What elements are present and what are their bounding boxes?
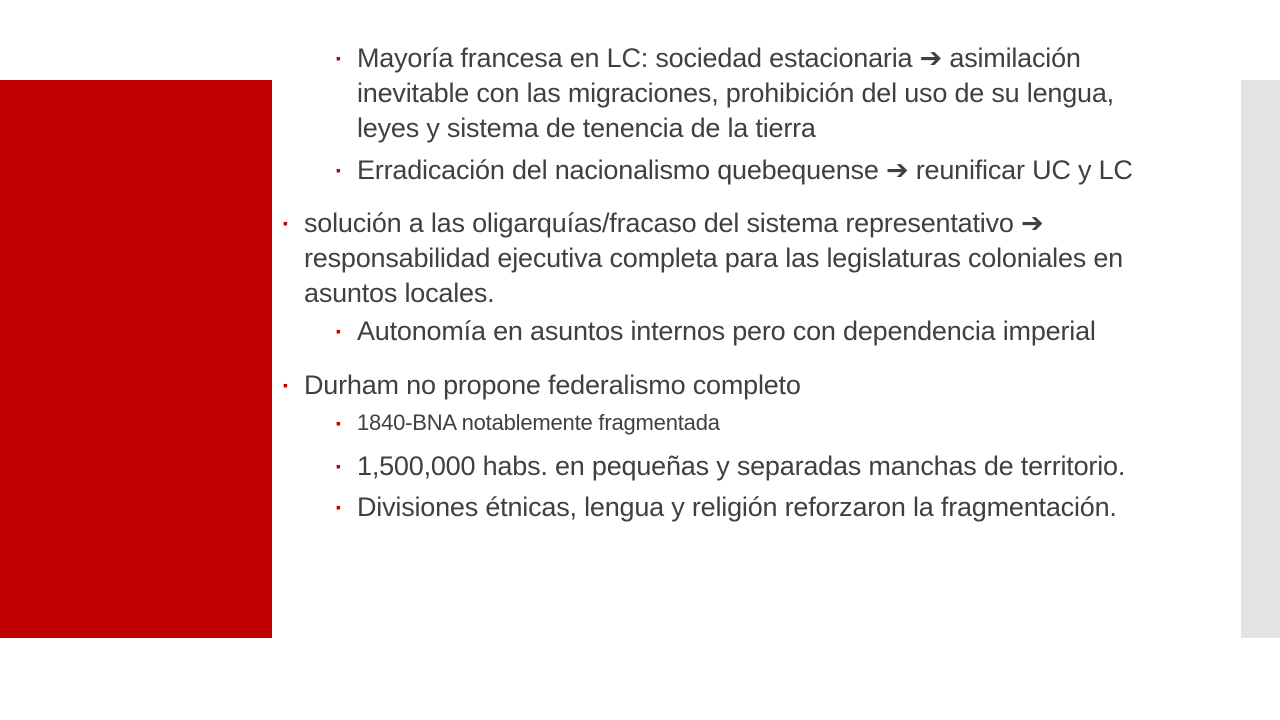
bullet-marker-icon: ▪: [283, 215, 288, 231]
bullet-text: reunificar UC y LC: [915, 155, 1133, 185]
bullet-text: solución a las oligarquías/fracaso del sistema representativo: [304, 208, 1014, 238]
bullet-solucion: [283, 206, 1044, 241]
bullet-marker-icon: ▪: [336, 458, 341, 474]
bullet-continuation: [357, 111, 816, 146]
bullet-marker-icon: ▪: [336, 499, 341, 515]
side-gray-panel: [1241, 80, 1280, 638]
bullet-text: asuntos locales.: [304, 278, 495, 308]
bullet-text: 1840-BNA notablemente fragmentada: [357, 410, 720, 435]
bullet-marker-icon: ▪: [283, 377, 288, 393]
bullet-habitantes: [336, 449, 1126, 484]
bullet-text: Mayoría francesa en LC: sociedad estacionaria: [357, 43, 913, 73]
bullet-marker-icon: ▪: [336, 323, 341, 339]
bullet-text: Autonomía en asuntos internos pero con dependencia imperial: [357, 316, 1096, 346]
bullet-text: leyes y sistema de tenencia de la tierra: [357, 113, 816, 143]
bullet-text: Erradicación del nacionalismo quebequense: [357, 155, 879, 185]
bullet-autonomia: [336, 314, 1096, 349]
bullet-marker-icon: ▪: [336, 162, 341, 178]
bullet-1840-bna: [336, 408, 720, 438]
bullet-continuation: [304, 276, 494, 311]
arrow-icon: ➔: [919, 43, 943, 73]
bullet-text: responsabilidad ejecutiva completa para las legislaturas coloniales en: [304, 243, 1123, 273]
bullet-text: Durham no propone federalismo completo: [304, 370, 801, 400]
bullet-divisiones: [336, 490, 1117, 525]
bullet-text: asimilación: [949, 43, 1081, 73]
bullet-text: 1,500,000 habs. en pequeñas y separadas manchas de territorio.: [357, 451, 1126, 481]
bullet-text: inevitable con las migraciones, prohibición del uso de su lengua,: [357, 78, 1114, 108]
bullet-erradicacion: [336, 153, 1133, 188]
bullet-mayoria-francesa: [336, 41, 1081, 76]
accent-red-panel: [0, 80, 272, 638]
arrow-icon: ➔: [885, 155, 909, 185]
bullet-continuation: [304, 241, 1123, 276]
bullet-text: Divisiones étnicas, lengua y religión reforzaron la fragmentación.: [357, 492, 1117, 522]
bullet-durham: [283, 368, 801, 403]
bullet-continuation: [357, 76, 1114, 111]
bullet-marker-icon: ▪: [336, 50, 341, 66]
arrow-icon: ➔: [1021, 208, 1044, 238]
bullet-marker-icon: ▪: [336, 415, 341, 431]
